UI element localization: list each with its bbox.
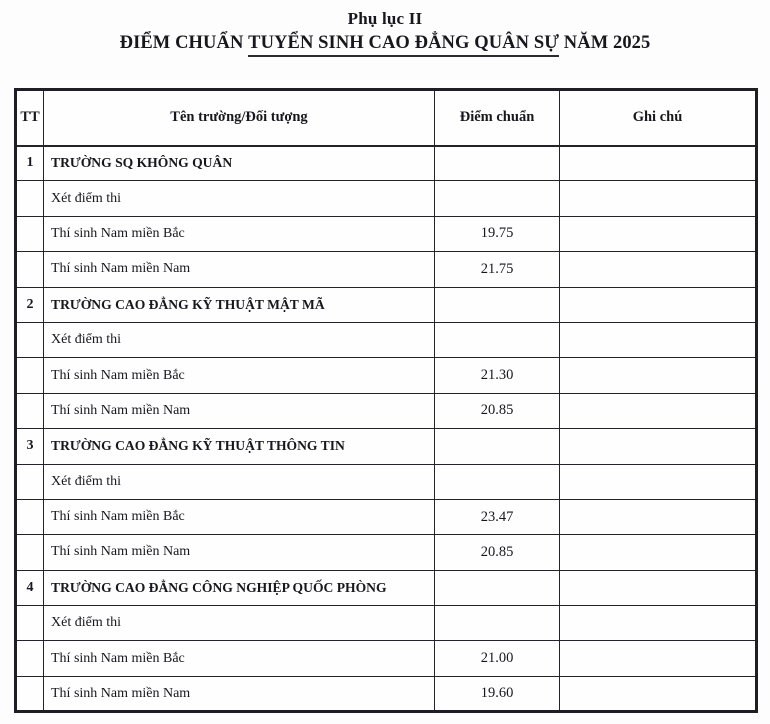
score-cell: 21.75 [435, 252, 560, 287]
section-header-row [16, 146, 757, 181]
note-cell [560, 535, 757, 570]
candidate-row [16, 393, 757, 428]
note-cell [560, 322, 757, 357]
row-label-cell: Thí sinh Nam miền Nam [44, 252, 435, 287]
section-header-row [16, 287, 757, 322]
row-label-cell: Thí sinh Nam miền Bắc [44, 358, 435, 393]
tt-cell [16, 216, 44, 251]
score-cell [435, 146, 560, 181]
score-cell: 20.85 [435, 535, 560, 570]
row-label-cell: Thí sinh Nam miền Nam [44, 535, 435, 570]
document-title-prefix: ĐIỂM CHUẨN [119, 33, 249, 53]
row-label-cell: Thí sinh Nam miền Nam [44, 676, 435, 711]
section-header-row [16, 429, 757, 464]
note-cell [560, 499, 757, 534]
note-cell [560, 287, 757, 322]
document-title [0, 33, 770, 57]
candidate-row [16, 464, 757, 499]
note-cell [560, 464, 757, 499]
title-block [0, 0, 770, 57]
candidate-row [16, 499, 757, 534]
tt-cell [16, 393, 44, 428]
note-cell [560, 606, 757, 641]
school-name-cell: TRƯỜNG CAO ĐẲNG KỸ THUẬT THÔNG TIN [44, 429, 435, 464]
school-name-cell: TRƯỜNG CAO ĐẲNG CÔNG NGHIỆP QUỐC PHÒNG [44, 570, 435, 605]
candidate-row [16, 641, 757, 676]
candidate-row [16, 216, 757, 251]
header-benchmark-score: Điểm chuẩn [435, 90, 560, 146]
row-label-cell: Thí sinh Nam miền Bắc [44, 216, 435, 251]
row-label-cell: Thí sinh Nam miền Nam [44, 393, 435, 428]
score-cell: 20.85 [435, 393, 560, 428]
note-cell [560, 181, 757, 216]
row-label-cell: Thí sinh Nam miền Bắc [44, 499, 435, 534]
score-cell [435, 322, 560, 357]
school-name-cell: TRƯỜNG CAO ĐẲNG KỸ THUẬT MẬT MÃ [44, 287, 435, 322]
tt-cell: 1 [16, 146, 44, 181]
score-cell: 21.00 [435, 641, 560, 676]
tt-cell [16, 535, 44, 570]
note-cell [560, 252, 757, 287]
tt-cell [16, 322, 44, 357]
note-cell [560, 216, 757, 251]
score-cell: 21.30 [435, 358, 560, 393]
note-cell [560, 429, 757, 464]
document-title-suffix: NĂM 2025 [559, 33, 651, 53]
tt-cell: 4 [16, 570, 44, 605]
row-label-cell: Xét điểm thi [44, 322, 435, 357]
candidate-row [16, 676, 757, 711]
tt-cell [16, 641, 44, 676]
note-cell [560, 146, 757, 181]
tt-cell: 2 [16, 287, 44, 322]
candidate-row [16, 358, 757, 393]
row-label-cell: Xét điểm thi [44, 606, 435, 641]
tt-cell [16, 606, 44, 641]
note-cell [560, 393, 757, 428]
candidate-row [16, 322, 757, 357]
tt-cell [16, 464, 44, 499]
row-label-cell: Thí sinh Nam miền Bắc [44, 641, 435, 676]
tt-cell [16, 499, 44, 534]
score-cell [435, 606, 560, 641]
row-label-cell: Xét điểm thi [44, 181, 435, 216]
tt-cell [16, 252, 44, 287]
section-header-row [16, 570, 757, 605]
score-cell [435, 429, 560, 464]
candidate-row [16, 606, 757, 641]
score-table-body [16, 146, 757, 712]
score-cell: 23.47 [435, 499, 560, 534]
note-cell [560, 676, 757, 711]
score-cell [435, 287, 560, 322]
header-notes: Ghi chú [560, 90, 757, 146]
admission-score-table [14, 88, 758, 713]
table-header-row [16, 90, 757, 146]
note-cell [560, 641, 757, 676]
score-cell: 19.60 [435, 676, 560, 711]
header-school-name: Tên trường/Đối tượng [44, 90, 435, 146]
document-title-underlined: TUYỂN SINH CAO ĐẲNG QUÂN SỰ [248, 33, 559, 57]
tt-cell: 3 [16, 429, 44, 464]
tt-cell [16, 676, 44, 711]
tt-cell [16, 358, 44, 393]
appendix-label: Phụ lục II [347, 9, 423, 28]
note-cell [560, 358, 757, 393]
tt-cell [16, 181, 44, 216]
table-header [16, 90, 757, 146]
score-cell [435, 570, 560, 605]
candidate-row [16, 535, 757, 570]
candidate-row [16, 181, 757, 216]
header-tt: TT [16, 90, 44, 146]
score-cell [435, 181, 560, 216]
note-cell [560, 570, 757, 605]
school-name-cell: TRƯỜNG SQ KHÔNG QUÂN [44, 146, 435, 181]
candidate-row [16, 252, 757, 287]
score-cell: 19.75 [435, 216, 560, 251]
score-cell [435, 464, 560, 499]
row-label-cell: Xét điểm thi [44, 464, 435, 499]
